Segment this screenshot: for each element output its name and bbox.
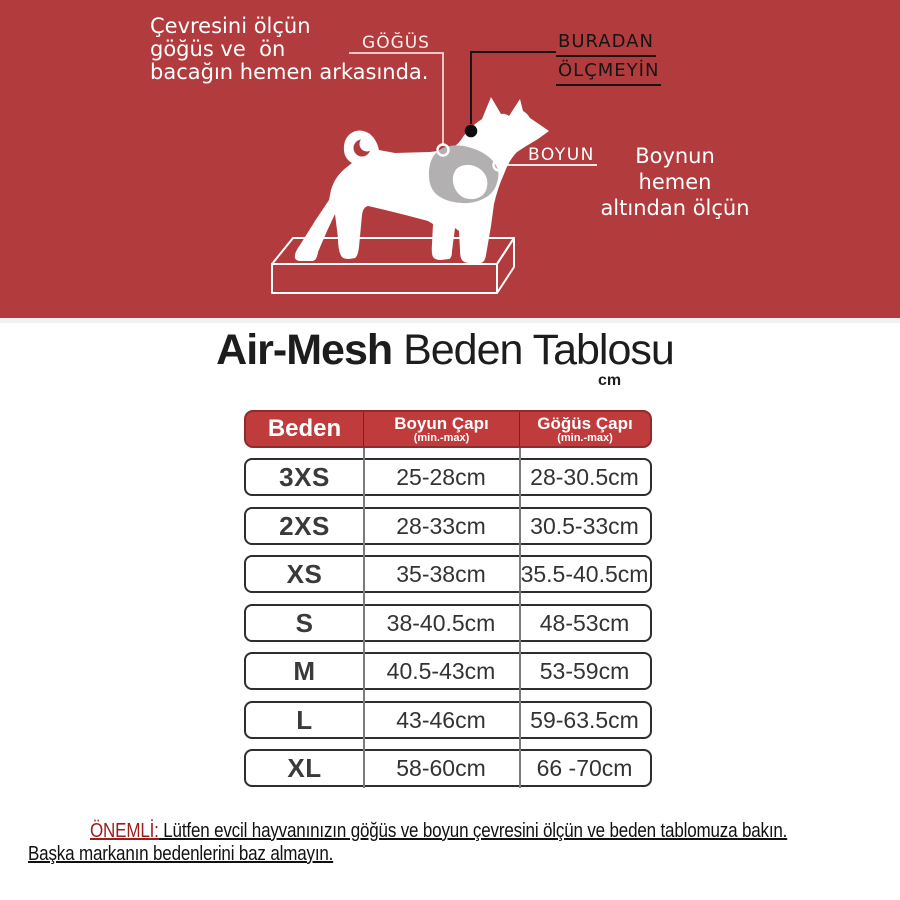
dog-measurement-diagram <box>0 0 900 318</box>
warning-label <box>556 31 661 89</box>
chest-instruction-line2: göğüs ve ön <box>150 37 286 61</box>
header-chest <box>519 412 650 446</box>
table-row-xl <box>244 749 652 787</box>
neck-instruction <box>596 143 754 221</box>
chest-range: 66 -70cm <box>536 754 633 781</box>
title-row <box>0 326 890 375</box>
brand-name: Air-Mesh <box>216 326 393 374</box>
important-note-line1 <box>90 820 787 843</box>
neck-label: BOYUN <box>528 145 595 165</box>
header-neck-title: Boyun Çapı <box>394 413 489 433</box>
table-row-l <box>244 701 652 739</box>
column-divider-1 <box>363 448 365 788</box>
table-row-2xs <box>244 507 652 545</box>
table-row-s <box>244 604 652 642</box>
neck-range: 25-28cm <box>396 463 486 490</box>
collar-dot <box>465 125 478 138</box>
chest-range: 28-30.5cm <box>530 463 639 490</box>
neck-range: 35-38cm <box>396 560 486 587</box>
chest-range: 35.5-40.5cm <box>520 560 649 587</box>
important-label: ÖNEMLİ: <box>90 820 159 842</box>
warning-label-line2: ÖLÇMEYİN <box>556 60 661 86</box>
chest-range: 30.5-33cm <box>530 512 639 539</box>
neck-range: 58-60cm <box>396 754 486 781</box>
chest-label: GÖĞÜS <box>362 33 430 53</box>
unit-label: cm <box>598 372 622 389</box>
size-label: 3XS <box>279 461 330 492</box>
neck-range: 28-33cm <box>396 512 486 539</box>
header-chest-sub: (min.-max) <box>557 431 613 444</box>
header-size: Beden <box>267 415 342 442</box>
size-label: S <box>295 607 314 638</box>
header-neck-sub: (min.-max) <box>413 431 470 444</box>
warning-label-line1: BURADAN <box>556 31 656 57</box>
header-neck <box>363 412 519 446</box>
neck-instruction-line2: altından ölçün <box>600 196 750 220</box>
chest-range: 59-63.5cm <box>530 706 639 733</box>
neck-range: 38-40.5cm <box>386 609 496 636</box>
neck-range: 40.5-43cm <box>386 657 496 684</box>
important-note-rest: Lütfen evcil hayvanınızın göğüs ve boyun çevresini ölçün ve beden tablomuza bakın. <box>158 820 788 842</box>
important-note-line2: Başka markanın bedenlerini baz almayın. <box>28 843 334 865</box>
size-label: XS <box>286 558 323 589</box>
size-label: 2XS <box>279 510 330 541</box>
measurement-guide-banner <box>0 0 900 323</box>
chest-range: 48-53cm <box>539 609 630 636</box>
table-header <box>244 410 652 448</box>
header-chest-title: Göğüs Çapı <box>537 413 633 433</box>
chest-instruction-line1: Çevresini ölçün <box>150 14 311 38</box>
column-divider-2 <box>519 448 521 788</box>
size-label: L <box>296 704 313 735</box>
size-label: XL <box>287 752 322 783</box>
neck-instruction-line1: Boynun hemen <box>635 144 715 194</box>
table-row-xs <box>244 555 652 593</box>
neck-range: 43-46cm <box>396 706 486 733</box>
table-row-m <box>244 652 652 690</box>
chest-instruction-line3: bacağın hemen arkasında. <box>150 60 429 84</box>
chest-range: 53-59cm <box>539 657 630 684</box>
size-table <box>244 410 652 790</box>
table-row-3xs <box>244 458 652 496</box>
size-label: M <box>293 655 316 686</box>
page-title <box>0 326 890 375</box>
title-rest: Beden Tablosu <box>392 326 674 374</box>
